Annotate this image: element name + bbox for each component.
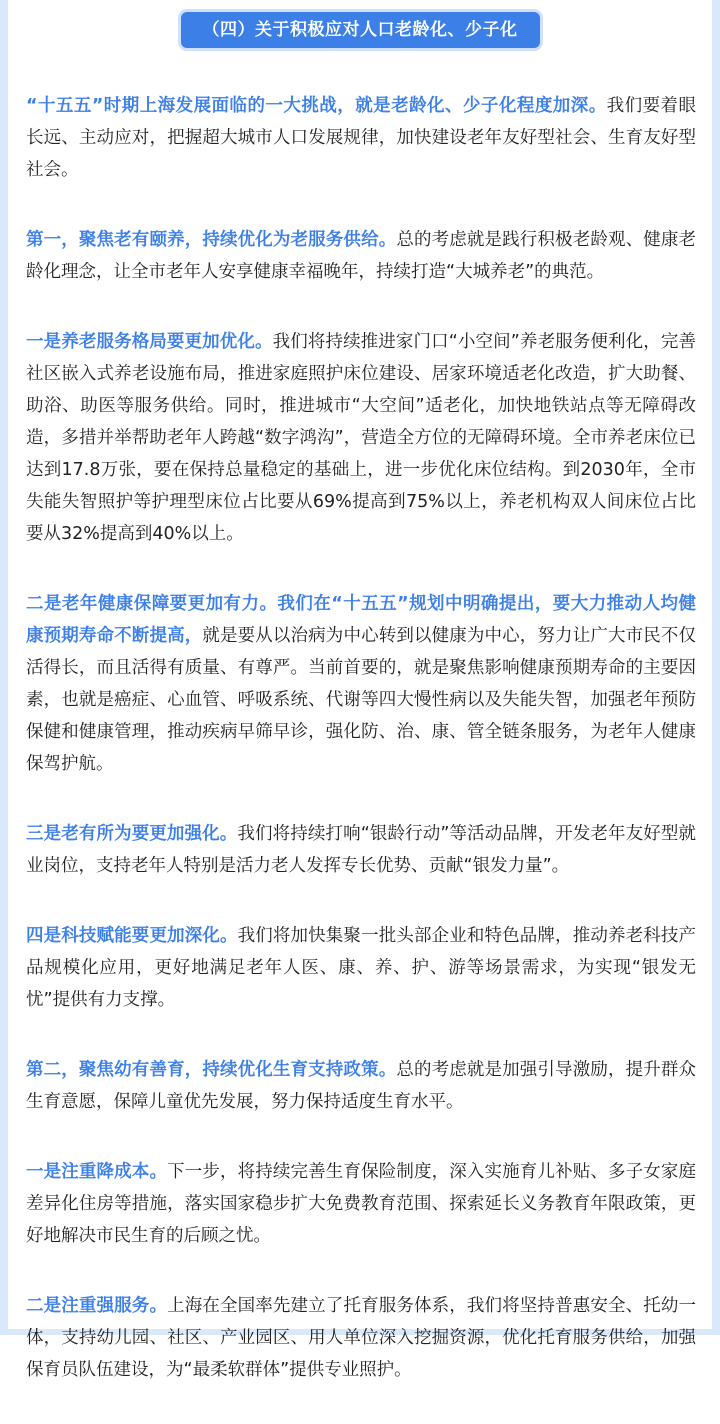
section-header xyxy=(0,12,720,48)
paragraph-text: 我们将持续推进家门口“小空间”养老服务便利化，完善社区嵌入式养老设施布局，推进家庭照护床位建设、居家环境适老化改造，扩大助餐、助浴、助医等服务供给。同时，推进城市“大空间”适老化，加快地铁站点等无障碍改造，多措并举帮助老年人跨越“数字鸿沟”，营造全方位的无障碍环境。全市养老床位已达到17.8万张，要在保持总量稳定的基础上，进一步优化床位结构。到2030年，全市失能失智照护等护理型床位占比要从69%提高到75%以上，养老机构双人间床位占比要从32%提高到40%以上。 xyxy=(26,332,696,544)
paragraph-text: 我们将持续打响“银龄行动”等活动品牌，开发老年友好型就业岗位，支持老年人特别是活力老人发挥专长优势、贡献“银发力量”。 xyxy=(26,824,697,876)
paragraph-text: 就是要从以治病为中心转到以健康为中心，努力让广大市民不仅活得长，而且活得有质量、有尊严。当前首要的，就是聚焦影响健康预期寿命的主要因素，也就是癌症、心血管、呼吸系统、代谢等四大慢性病以及失能失智，加强老年预防保健和健康管理，推动疾病早筛早诊，强化防、治、康、管全链条服务，为老年人健康保驾护航。 xyxy=(26,626,697,774)
paragraph-text: 下一步，将持续完善生育保险制度，深入实施育儿补贴、多子女家庭差异化住房等措施，落实国家稳步扩大免费教育范围、探索延长义务教育年限政策，更好地解决市民生育的后顾之忧。 xyxy=(26,1162,697,1246)
paragraph-text: 总的考虑就是加强引导激励，提升群众生育意愿，保障儿童优先发展，努力保持适度生育水平。 xyxy=(26,1060,697,1112)
paragraph-active-aging xyxy=(26,818,696,882)
section-title-pill: （四）关于积极应对人口老龄化、少子化 xyxy=(181,12,540,48)
paragraph-text: 我们要着眼长远、主动应对，把握超大城市人口发展规律，加快建设老年友好型社会、生育友好型社会。 xyxy=(26,96,696,180)
paragraph-childcare xyxy=(26,1054,696,1118)
paragraph-text: 上海在全国率先建立了托育服务体系，我们将坚持普惠安全、托幼一体，支持幼儿园、社区、产业园区、用人单位深入挖掘资源，优化托育服务供给，加强保育员队伍建设，为“最柔软群体”提供专业照护。 xyxy=(26,1296,697,1380)
paragraph-text: 总的考虑就是践行积极老龄观、健康老龄化理念，让全市老年人安享健康幸福晚年，持续打造“大城养老”的典范。 xyxy=(26,230,697,282)
paragraph-intro xyxy=(26,90,696,186)
paragraph-lead: “十五五”时期上海发展面临的一大挑战，就是老龄化、少子化程度加深。 xyxy=(26,96,607,116)
paragraph-reduce-cost xyxy=(26,1156,696,1252)
paragraph-technology xyxy=(26,920,696,1016)
paragraph-elderly-care xyxy=(26,224,696,288)
article-body xyxy=(26,90,696,1424)
paragraph-lead: 第一，聚焦老有颐养，持续优化为老服务供给。 xyxy=(26,230,397,250)
paragraph-lead: 二是老年健康保障要更加有力。我们在“十五五”规划中明确提出，要大力推动人均健康预期寿命不断提高， xyxy=(26,594,696,646)
paragraph-lead: 一是注重降成本。 xyxy=(26,1162,168,1182)
paragraph-text: 我们将加快集聚一批头部企业和特色品牌，推动养老科技产品规模化应用，更好地满足老年人医、康、养、护、游等场景需求，为实现“银发无忧”提供有力支撑。 xyxy=(26,926,697,1010)
paragraph-strengthen-service xyxy=(26,1290,696,1386)
paragraph-health xyxy=(26,588,696,780)
paragraph-lead: 二是注重强服务。 xyxy=(26,1296,168,1316)
paragraph-lead: 第二，聚焦幼有善育，持续优化生育支持政策。 xyxy=(26,1060,397,1080)
paragraph-lead: 四是科技赋能要更加深化。 xyxy=(26,926,238,946)
paragraph-lead: 三是老有所为要更加强化。 xyxy=(26,824,238,844)
paragraph-service-layout xyxy=(26,326,696,550)
paragraph-lead: 一是养老服务格局要更加优化。 xyxy=(26,332,273,352)
